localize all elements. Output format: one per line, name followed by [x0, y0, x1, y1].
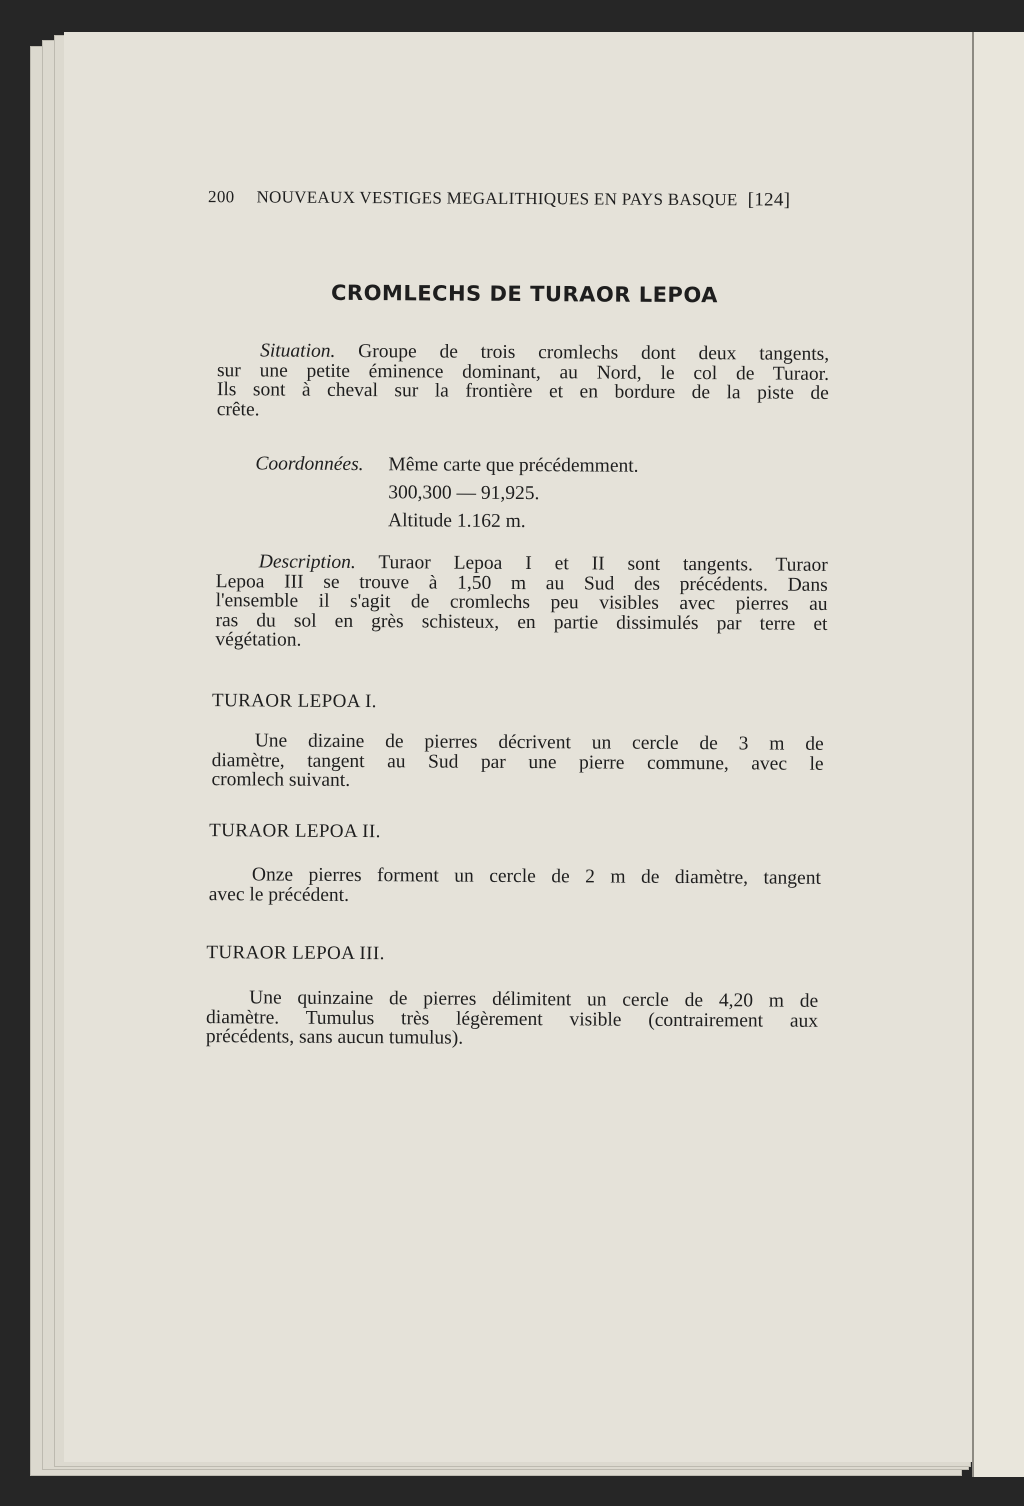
text-line: l'ensemble il s'agit de cromlechs peu visibles avec pierres au [215, 590, 828, 615]
situation-paragraph [217, 341, 829, 423]
section-heading: TURAOR LEPOA III. [206, 942, 385, 965]
running-header [208, 186, 790, 212]
text-line: Situation. Groupe de trois cromlechs dont deux tangents, [260, 340, 830, 365]
running-title: NOUVEAUX VESTIGES MEGALITHIQUES EN PAYS BASQUE [256, 187, 738, 210]
description-label: Description. [258, 551, 356, 573]
text-line: diamètre. Tumulus très légèrement visible (contrairement aux [205, 1006, 819, 1032]
coordinates-line: Altitude 1.162 m. [388, 510, 526, 533]
text-line: Ils sont à cheval sur la frontière et en bordure de la piste de [216, 379, 829, 404]
text-line: avec le précédent. [208, 883, 350, 906]
coordinates-block [216, 454, 829, 542]
section-heading: TURAOR LEPOA I. [211, 690, 377, 713]
section-paragraph [211, 731, 823, 793]
coordinates-line: Même carte que précédemment. [388, 454, 639, 477]
text-line: cromlech suivant. [211, 769, 351, 791]
section-paragraph [206, 988, 818, 1050]
coordinates-line: 300,300 — 91,925. [388, 482, 540, 505]
page-reference: [124] [747, 189, 791, 211]
page-number: 200 [208, 187, 235, 207]
coordinates-label: Coordonnées. [255, 453, 364, 476]
page-title: CROMLECHS DE TURAOR LEPOA [330, 280, 718, 308]
section-paragraph [209, 865, 821, 908]
text-line: Description. Turaor Lepoa I et II sont tangents. Turaor [258, 551, 828, 576]
text-line: Une quinzaine de pierres délimitent un cercle de 4,20 m de [249, 987, 819, 1012]
text-line: Une dizaine de pierres décrivent un cercle de 3 m de [254, 730, 824, 755]
text-line: Lepoa III se trouve à 1,50 m au Sud des précédents. Dans [215, 570, 828, 596]
text-line: crête. [216, 398, 260, 420]
situation-label: Situation. [260, 340, 336, 362]
text-line: Onze pierres forment un cercle de 2 m de diamètre, tangent [251, 864, 821, 889]
text-line: diamètre, tangent au Sud par une pierre commune, avec le [211, 749, 824, 775]
section-heading: TURAOR LEPOA II. [209, 820, 381, 843]
text-line: précédents, sans aucun tumulus). [205, 1026, 464, 1049]
text-line: sur une petite éminence dominant, au Nord, le col de Turaor. [216, 359, 830, 385]
text-line: ras du sol en grès schisteux, en partie dissimulés par terre et [215, 609, 828, 635]
description-paragraph [215, 552, 828, 653]
text-line: végétation. [215, 629, 302, 651]
